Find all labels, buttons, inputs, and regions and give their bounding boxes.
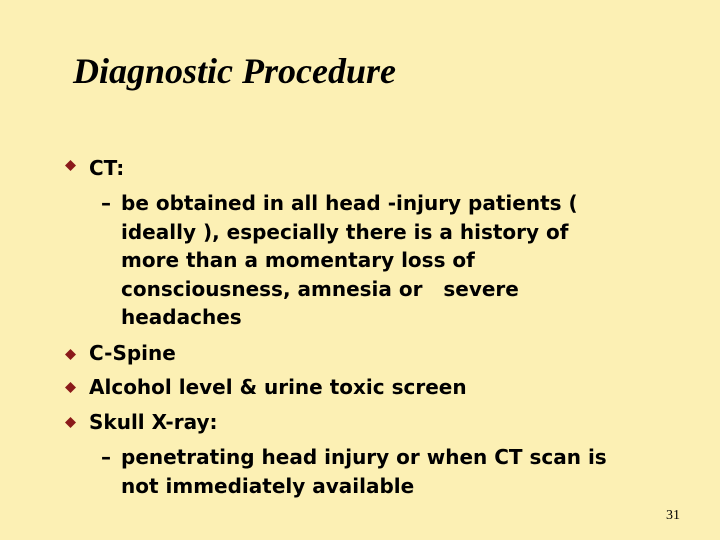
sub-line: consciousness, amnesia or severe: [121, 276, 519, 301]
sub-line: not immediately available: [121, 473, 415, 498]
bullet-text-skull-xray: Skull X-ray:: [89, 410, 218, 434]
sub-line: penetrating head injury or when CT scan is: [121, 445, 607, 469]
diamond-bullet-icon: [65, 160, 76, 171]
sub-bullet-dash: –: [101, 191, 111, 215]
slide-title: Diagnostic Procedure: [73, 51, 396, 91]
diamond-bullet-icon: [65, 349, 76, 360]
bullet-text-alcohol: Alcohol level & urine toxic screen: [89, 375, 467, 399]
sub-bullet-ct-detail: [121, 189, 578, 332]
bullet-text-ct: CT:: [89, 156, 125, 180]
sub-line: ideally ), especially there is a history of: [121, 219, 569, 244]
sub-line: be obtained in all head -injury patients (: [121, 191, 578, 215]
sub-bullet-dash: –: [101, 445, 111, 469]
sub-bullet-skull-detail: [121, 443, 607, 500]
sub-line: headaches: [121, 305, 242, 330]
diamond-bullet-icon: [65, 382, 76, 393]
diamond-bullet-icon: [65, 417, 76, 428]
bullet-text-c-spine: C-Spine: [89, 341, 176, 365]
page-number: 31: [666, 508, 680, 523]
sub-line: more than a momentary loss of: [121, 248, 475, 273]
